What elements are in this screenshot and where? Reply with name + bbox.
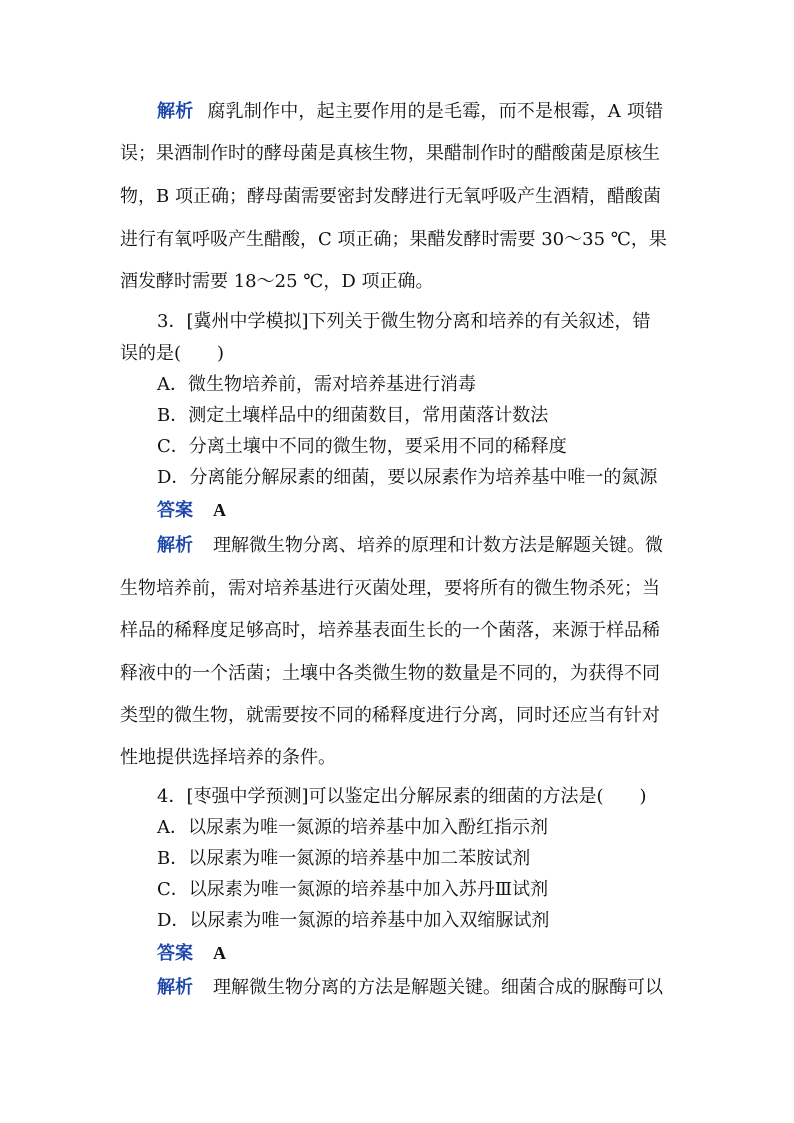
answer-tag: 答案	[157, 500, 193, 521]
answer-tag: 答案	[157, 943, 193, 964]
question-stem: 3．[冀州中学模拟]下列关于微生物分离和培养的有关叙述，错	[157, 311, 651, 332]
option-d: D．分离能分解尿素的细菌，要以尿素作为培养基中唯一的氮源	[157, 467, 658, 488]
explanation-line	[157, 977, 663, 999]
explanation-paragraph-line: 生物培养前，需对培养基进行灭菌处理，要将所有的微生物杀死；当	[120, 578, 660, 599]
answer-value: A	[213, 500, 226, 520]
explanation-paragraph-line: 样品的稀释度足够高时，培养基表面生长的一个菌落，来源于样品稀	[120, 620, 660, 641]
question-stem: 4．[枣强中学预测]可以鉴定出分解尿素的细菌的方法是( )	[157, 786, 647, 807]
explanation-text: 腐乳制作中，起主要作用的是毛霉，而不是根霉，A 项错	[207, 101, 664, 122]
explanation-tag: 解析	[157, 977, 193, 998]
explanation-paragraph-line: 进行有氧呼吸产生醋酸，C 项正确；果醋发酵时需要 30～35 ℃，果	[120, 229, 667, 250]
explanation-paragraph-line: 酒发酵时需要 18～25 ℃，D 项正确。	[120, 271, 434, 292]
explanation-tag: 解析	[157, 535, 193, 556]
option-c: C．以尿素为唯一氮源的培养基中加入苏丹Ⅲ试剂	[157, 879, 549, 900]
explanation-paragraph-line: 物，B 项正确；酵母菌需要密封发酵进行无氧呼吸产生酒精，醋酸菌	[120, 186, 661, 207]
explanation-paragraph-line: 释液中的一个活菌；土壤中各类微生物的数量是不同的，为获得不同	[120, 663, 660, 684]
explanation-tag: 解析	[157, 101, 194, 122]
answer-line	[157, 499, 226, 522]
explanation-line	[157, 535, 663, 557]
question-stem: 误的是( )	[120, 343, 225, 364]
explanation-text: 理解微生物分离、培养的原理和计数方法是解题关键。微	[213, 535, 663, 556]
explanation-paragraph-line	[157, 101, 663, 123]
answer-value: A	[213, 943, 226, 963]
explanation-paragraph-line: 误；果酒制作时的酵母菌是真核生物，果醋制作时的醋酸菌是原核生	[120, 143, 660, 164]
option-b: B．测定土壤样品中的细菌数目，常用菌落计数法	[157, 405, 549, 426]
explanation-paragraph-line: 类型的微生物，就需要按不同的稀释度进行分离，同时还应当有针对	[120, 705, 660, 726]
option-a: A．微生物培养前，需对培养基进行消毒	[157, 374, 476, 395]
explanation-paragraph-line: 性地提供选择培养的条件。	[120, 747, 336, 768]
answer-line	[157, 942, 226, 965]
option-d: D．以尿素为唯一氮源的培养基中加入双缩脲试剂	[157, 910, 550, 931]
option-b: B．以尿素为唯一氮源的培养基中加二苯胺试剂	[157, 848, 531, 869]
option-a: A．以尿素为唯一氮源的培养基中加入酚红指示剂	[157, 817, 548, 838]
option-c: C．分离土壤中不同的微生物，要采用不同的稀释度	[157, 436, 567, 457]
explanation-text: 理解微生物分离的方法是解题关键。细菌合成的脲酶可以	[213, 977, 663, 998]
